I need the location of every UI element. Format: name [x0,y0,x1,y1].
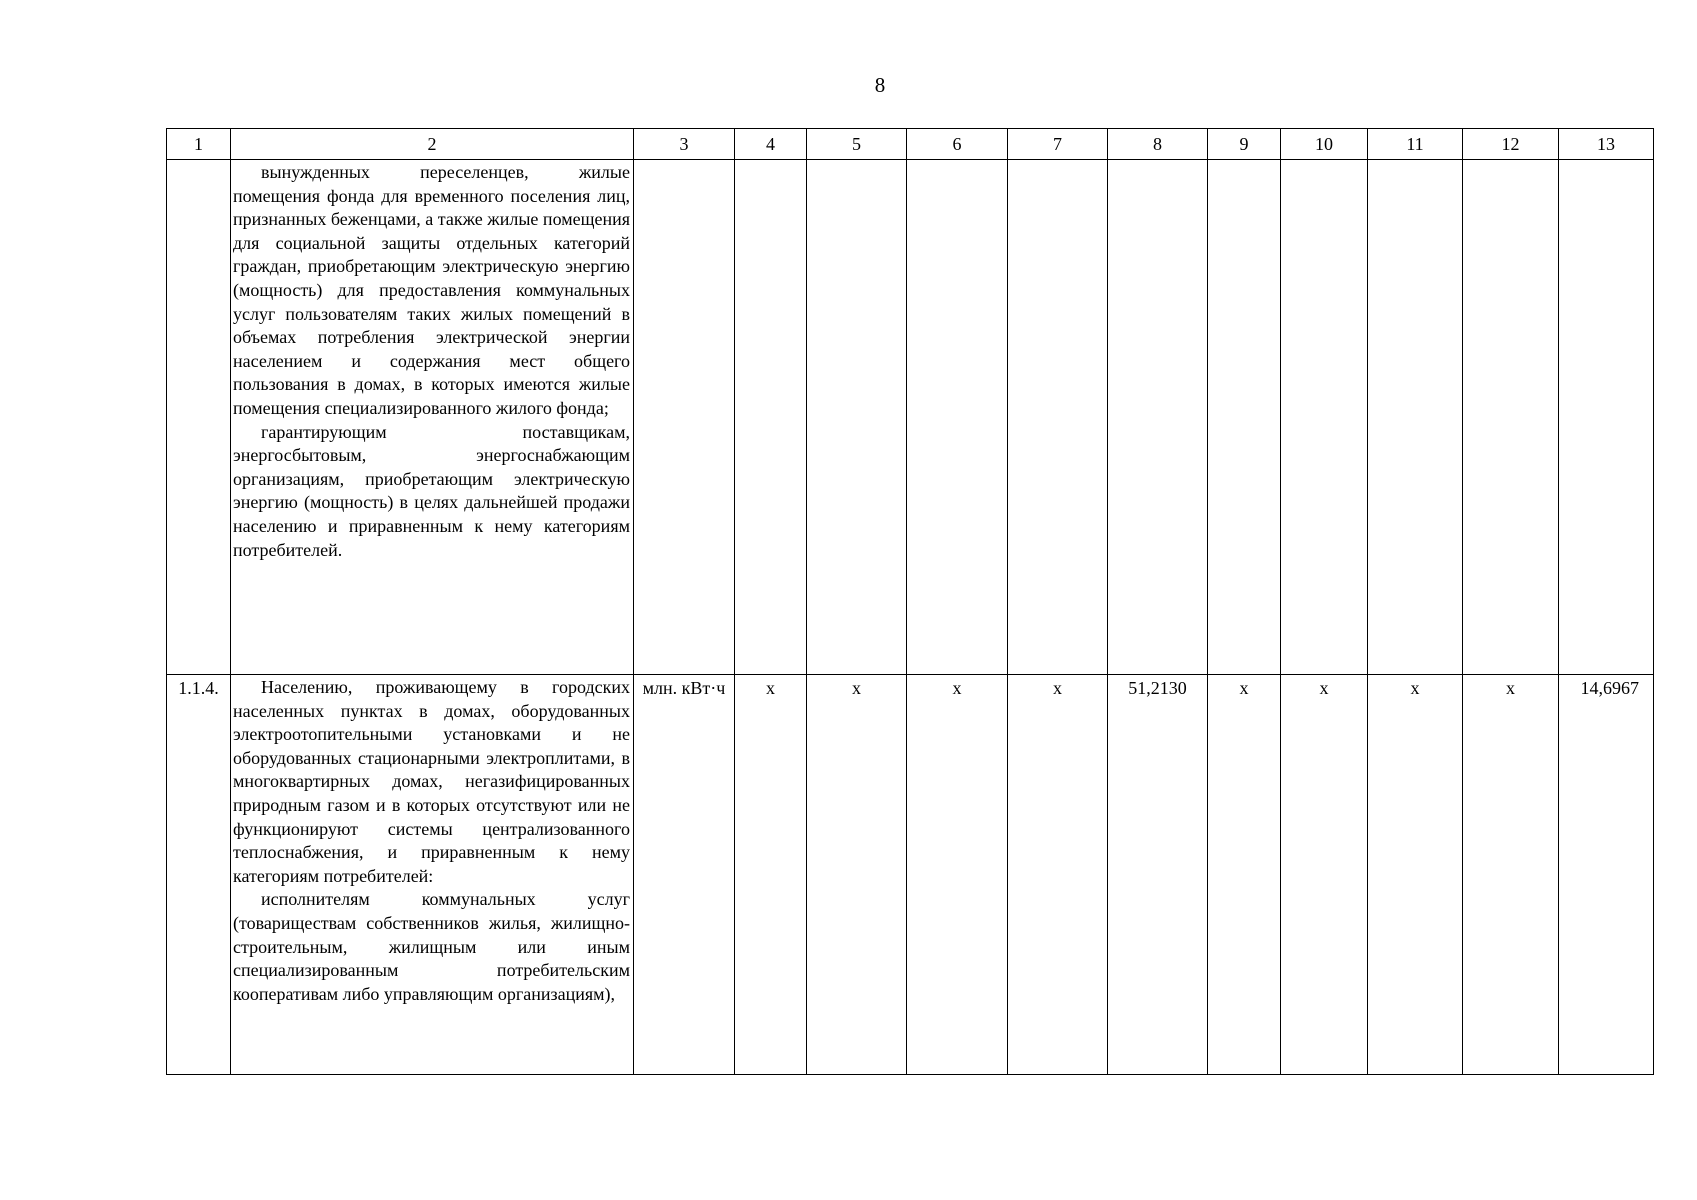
table-row [167,160,1654,675]
unit-cell [634,160,735,675]
column-header: 10 [1281,129,1368,160]
value-cell [1208,160,1281,675]
column-header: 8 [1108,129,1208,160]
row-description [231,675,634,1075]
description-paragraph: вынужденных переселенцев, жилые помещения фонда для временного поселения лиц, признанных беженцами, а также жилые помещения для социальной защиты отдельных категорий граждан, приобретающим электрическую энергию (мощность) для предоставления коммунальных услуг пользователям таких жилых помещений в объемах потребления электрической энергии населением и содержания мест общего пользования в домах, в которых имеются жилые помещения специализированного жилого фонда; [233,162,630,418]
value-cell: х [1368,675,1463,1075]
value-cell [1368,160,1463,675]
value-cell: х [907,675,1008,1075]
page-number: 8 [874,73,886,97]
value-cell: 14,6967 [1559,675,1654,1075]
column-header: 12 [1463,129,1559,160]
description-paragraph: гарантирующим поставщикам, энергосбытовым, энергоснабжающим организациям, приобретающим электрическую энергию (мощность) в целях дальнейшей продажи населению и приравненным к нему категориям потребителей. [233,421,630,560]
value-cell: х [1208,675,1281,1075]
data-table [166,128,1654,1075]
column-header: 3 [634,129,735,160]
value-cell: х [807,675,907,1075]
row-index: 1.1.4. [167,675,231,1075]
value-cell: х [735,675,807,1075]
column-header: 1 [167,129,231,160]
description-paragraph: исполнителям коммунальных услуг (товариществам собственников жилья, жилищно-строительным, жилищным или иным специализированным потребительским кооперативам либо управляющим организациям), [233,889,630,1004]
unit-cell: млн. кВт·ч [634,675,735,1075]
value-cell [1008,160,1108,675]
column-header: 11 [1368,129,1463,160]
value-cell [907,160,1008,675]
value-cell [1559,160,1654,675]
header-row [167,129,1654,160]
value-cell: 51,2130 [1108,675,1208,1075]
value-cell [1281,160,1368,675]
value-cell [735,160,807,675]
value-cell [807,160,907,675]
value-cell: х [1463,675,1559,1075]
column-header: 13 [1559,129,1654,160]
table-row [167,675,1654,1075]
row-index [167,160,231,675]
column-header: 2 [231,129,634,160]
column-header: 9 [1208,129,1281,160]
description-paragraph: Населению, проживающему в городских населенных пунктах в домах, оборудованных электроотопительными установками и не оборудованных стационарными электроплитами, в многоквартирных домах, негазифицированных природным газом и в которых отсутствуют или не функционируют системы централизованного теплоснабжения, и приравненным к нему категориям потребителей: [233,677,630,886]
column-header: 5 [807,129,907,160]
value-cell: х [1008,675,1108,1075]
column-header: 7 [1008,129,1108,160]
row-description [231,160,634,675]
column-header: 4 [735,129,807,160]
value-cell: х [1281,675,1368,1075]
value-cell [1463,160,1559,675]
column-header: 6 [907,129,1008,160]
value-cell [1108,160,1208,675]
